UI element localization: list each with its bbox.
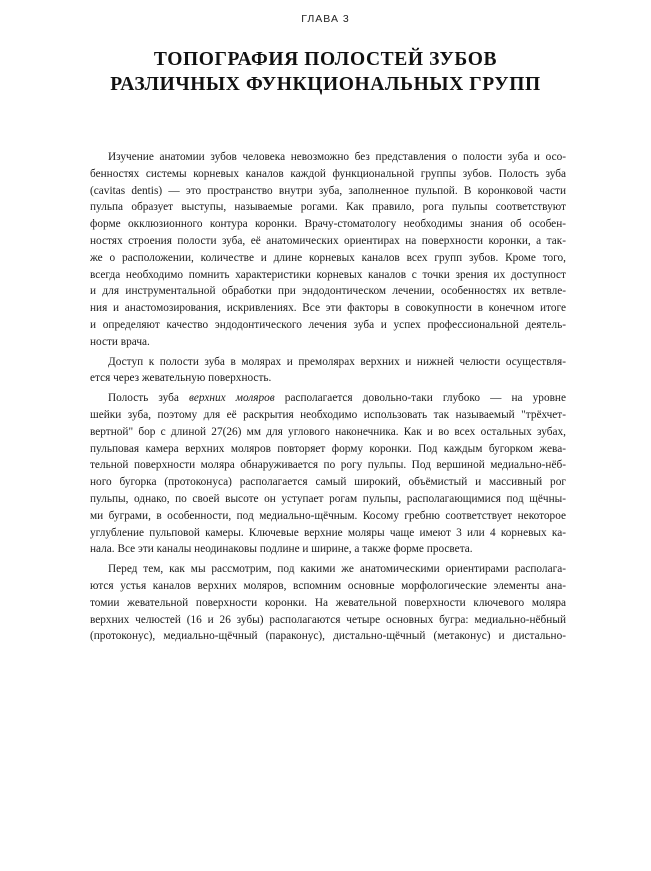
paragraph-4	[90, 561, 566, 645]
text-line: всегда необходимо помнить характеристики корневых каналов с точки зрения их доступност	[90, 268, 566, 281]
text-line: и определяют качество эндодонтического лечения зуба и успех профессиональной деятель-	[90, 318, 566, 331]
text-line: томии жевательной поверхности коронки. На жевательной поверхности ключевого моляра	[90, 596, 566, 609]
text-line: нала. Все эти каналы неодинаковы подлине и ширине, а также форме просвета.	[90, 543, 473, 556]
text-line: верхних челюстей (16 и 26 зубы) располагаются четыре основных бугра: медиально-нёбный	[90, 613, 566, 626]
chapter-title	[0, 47, 651, 97]
text-line: ностях строения полости зуба, её анатомических ориентирах на поверхности коронки, а так-	[90, 234, 566, 247]
text-line: пульпа образует выступы, называемые рогами. Как правило, рога пульпы соответствуют	[90, 201, 566, 214]
text-segment: располагается довольно-таки глубоко — на уровне	[274, 392, 566, 405]
text-line: Изучение анатомии зубов человека невозможно без представления о полости зуба и осо-	[108, 151, 566, 163]
text-line: Перед тем, как мы рассмотрим, под какими же анатомическими ориентирами располага-	[108, 563, 566, 576]
chapter-label: ГЛАВА 3	[301, 13, 350, 25]
text-line: ного бугорка (протоконуса) располагается самый широкий, объёмистый и массивный рог	[90, 476, 566, 489]
text-line: Доступ к полости зуба в молярах и премолярах верхних и нижней челюсти осуществля-	[108, 355, 566, 368]
paragraph-2	[90, 354, 566, 388]
text-line: пульпы, однако, по своей высоте он уступает рогам пульпы, располагающимися под щёчны-	[90, 492, 566, 505]
text-line: же о расположении, количестве и длине корневых каналов всех групп зубов. Кроме того,	[90, 251, 566, 264]
paragraph-1	[90, 149, 566, 351]
text-line: ется через жевательную поверхность.	[90, 372, 272, 385]
chapter-title-line-2: РАЗЛИЧНЫХ ФУНКЦИОНАЛЬНЫХ ГРУПП	[110, 74, 541, 95]
text-line: (cavitas dentis) — это пространство внутри зуба, заполненное пульпой. В коронковой части	[90, 184, 566, 197]
text-line: шейки зуба, поэтому для её раскрытия необходимо использовать так называемый "трёхчет-	[90, 408, 566, 421]
text-line: ности врача.	[90, 335, 150, 348]
text-line: форме окклюзионного контура коронки. Врачу-стоматологу необходимы знания об особен-	[90, 218, 566, 231]
text-line: и для инструментальной обработки при эндодонтическом лечении, особенностях их ветвле-	[90, 285, 566, 298]
text-line-with-italic	[90, 390, 566, 407]
text-line: пульповая камера верхних моляров повторяет форму коронки. Под каждым бугорком жева-	[90, 442, 566, 455]
text-line: ми буграми, в особенности, под медиально-щёчным. Косому гребню соответствует некоторое	[90, 509, 566, 522]
text-segment: Полость зуба	[108, 392, 190, 405]
text-line: (протоконус), медиально-щёчный (параконус), дистально-щёчный (метаконус) и дистально-	[90, 630, 566, 643]
paragraph-3	[90, 390, 566, 558]
text-line: углубление пульповой камеры. Ключевые верхние моляры чаще имеют 3 или 4 корневых ка-	[90, 526, 566, 539]
body-text	[90, 149, 566, 645]
text-line: вертной" бор с длиной 27(26) мм для углового наконечника. Как и во всех остальных зубах,	[90, 425, 566, 438]
text-line: бенностях системы корневых каналов каждой функциональной группы зубов. Полость зуба	[90, 167, 566, 180]
italic-term: верхних моляров	[189, 392, 275, 405]
chapter-title-line-1: ТОПОГРАФИЯ ПОЛОСТЕЙ ЗУБОВ	[153, 49, 498, 70]
text-line: ния и анастомозирования, искривлениях. Все эти факторы в совокупности в конечном итоге	[90, 302, 566, 315]
text-line: ются устья каналов верхних моляров, вспомним основные морфологические элементы ана-	[90, 579, 566, 592]
text-line: тельной поверхности моляра обнаруживается по рогу пульпы. Под вершиной медиально-нёб-	[90, 459, 566, 472]
